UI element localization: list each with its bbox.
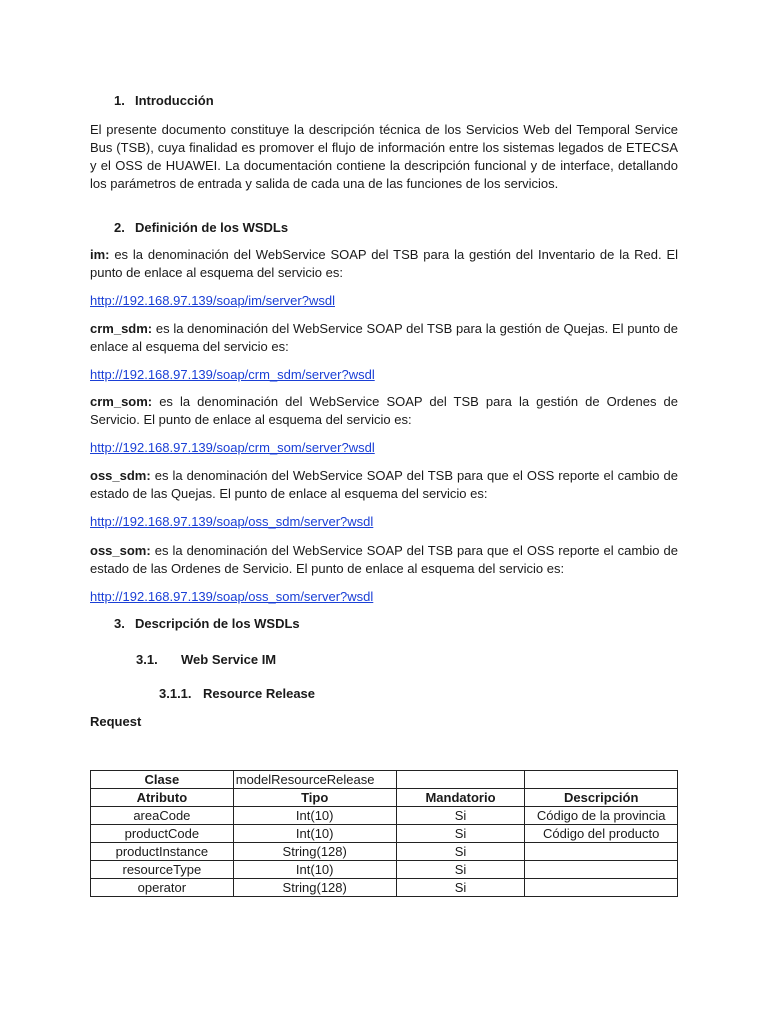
mandatory-cell: Si	[396, 861, 525, 879]
request-attributes-table	[90, 770, 678, 897]
wsdl-crm-som-desc: es la denominación del WebService SOAP del TSB para la gestión de Ordenes de Servicio. El punto de enlace al esquema del servicio es:	[90, 394, 678, 427]
attribute-cell: operator	[91, 879, 234, 897]
heading-definicion-wsdls: 2. Definición de los WSDLs	[114, 220, 289, 235]
wsdl-im-desc: es la denominación del WebService SOAP del TSB para la gestión del Inventario de la Red. El punto de enlace al esquema del servicio es:	[90, 247, 678, 280]
clase-value-cell: modelResourceRelease	[233, 771, 396, 789]
header-tipo: Tipo	[233, 789, 396, 807]
table-row	[91, 879, 678, 897]
wsdl-oss-som-name: oss_som:	[90, 543, 151, 558]
mandatory-cell: Si	[396, 879, 525, 897]
wsdl-oss-som-link[interactable]: http://192.168.97.139/soap/oss_som/server?wsdl	[90, 589, 374, 604]
header-atributo: Atributo	[91, 789, 234, 807]
type-cell: Int(10)	[233, 825, 396, 843]
wsdl-oss-sdm-desc: es la denominación del WebService SOAP del TSB para que el OSS reporte el cambio de estado de las Quejas. El punto de enlace al esquema del servicio es:	[90, 468, 678, 501]
wsdl-im-name: im:	[90, 247, 110, 262]
wsdl-crm-sdm-link[interactable]: http://192.168.97.139/soap/crm_sdm/server?wsdl	[90, 367, 375, 382]
mandatory-cell: Si	[396, 807, 525, 825]
heading-web-service-im: Web Service IM	[181, 652, 277, 667]
description-cell: Código de la provincia	[525, 807, 678, 825]
type-cell: String(128)	[233, 879, 396, 897]
attribute-cell: areaCode	[91, 807, 234, 825]
intro-paragraph: El presente documento constituye la descripción técnica de los Servicios Web del Temporal Service Bus (TSB), cuya finalidad es promover el flujo de información entre los sistemas legados de ETECSA y el OSS de HUAWEI. La documentación contiene la descripción funcional y de interface, detallando los parámetros de entrada y salida de cada una de las funciones de los servicios.	[90, 122, 678, 191]
heading-descripcion-wsdls: 3. Descripción de los WSDLs	[114, 616, 300, 631]
wsdl-crm-som-link[interactable]: http://192.168.97.139/soap/crm_som/server?wsdl	[90, 440, 375, 455]
table-row	[91, 825, 678, 843]
attribute-cell: productInstance	[91, 843, 234, 861]
wsdl-crm-sdm-desc: es la denominación del WebService SOAP del TSB para la gestión de Quejas. El punto de enlace al esquema del servicio es:	[90, 321, 678, 354]
header-descripcion: Descripción	[525, 789, 678, 807]
description-cell	[525, 879, 678, 897]
clase-label-cell: Clase	[91, 771, 234, 789]
request-label: Request	[90, 714, 142, 729]
table-row	[91, 843, 678, 861]
table-header-row	[91, 789, 678, 807]
empty-cell	[525, 771, 678, 789]
mandatory-cell: Si	[396, 825, 525, 843]
wsdl-crm-sdm-paragraph	[90, 320, 678, 356]
description-cell	[525, 843, 678, 861]
heading-resource-release: Resource Release	[203, 686, 316, 701]
mandatory-cell: Si	[396, 843, 525, 861]
wsdl-oss-sdm-name: oss_sdm:	[90, 468, 151, 483]
wsdl-im-link[interactable]: http://192.168.97.139/soap/im/server?wsdl	[90, 293, 335, 308]
wsdl-oss-sdm-paragraph	[90, 467, 678, 503]
heading-3-1-number: 3.1.	[136, 652, 158, 667]
wsdl-im-paragraph	[90, 246, 678, 282]
wsdl-crm-sdm-name: crm_sdm:	[90, 321, 153, 336]
type-cell: Int(10)	[233, 861, 396, 879]
type-cell: Int(10)	[233, 807, 396, 825]
description-cell	[525, 861, 678, 879]
heading-3-1-1-number: 3.1.1.	[159, 686, 192, 701]
table-row	[91, 861, 678, 879]
wsdl-oss-som-desc: es la denominación del WebService SOAP del TSB para que el OSS reporte el cambio de estado de las Ordenes de Servicio. El punto de enlace al esquema del servicio es:	[90, 543, 678, 576]
heading-introduccion: 1. Introducción	[114, 93, 214, 108]
wsdl-crm-som-paragraph	[90, 393, 678, 429]
attribute-cell: resourceType	[91, 861, 234, 879]
table-row	[91, 807, 678, 825]
empty-cell	[396, 771, 525, 789]
wsdl-crm-som-name: crm_som:	[90, 394, 153, 409]
wsdl-oss-som-paragraph	[90, 542, 678, 578]
attribute-cell: productCode	[91, 825, 234, 843]
wsdl-oss-sdm-link[interactable]: http://192.168.97.139/soap/oss_sdm/server?wsdl	[90, 514, 374, 529]
header-mandatorio: Mandatorio	[396, 789, 525, 807]
table-row	[91, 771, 678, 789]
type-cell: String(128)	[233, 843, 396, 861]
description-cell: Código del producto	[525, 825, 678, 843]
